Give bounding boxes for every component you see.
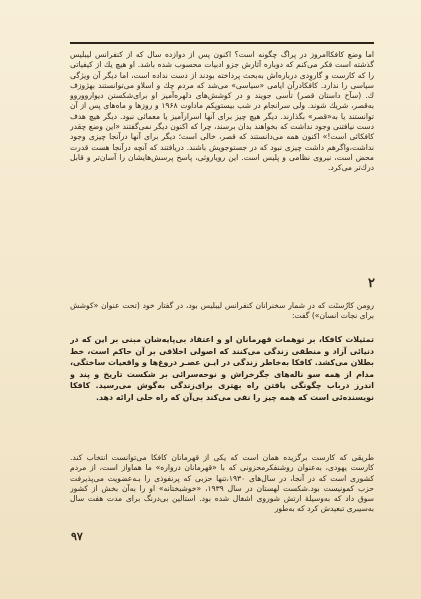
- top-rule: [70, 42, 374, 44]
- page-number: ۹۷: [71, 530, 83, 543]
- paragraph-1-text: اما وضع کافکاامروز در پراگ چگونه است؟ اکنون پس از دوازده سال که از کنفرانس لیبلیس گذشته است فکر می‌کنم که دوباره آثارش جزو ادبیات محسوب شده باشد. او هیچ یك از کیفیاتی را که کارست و گاروِدی درباره‌اش به‌بحث پرداخته بودند از دست نداده است، اما دیگر آن ویژگی سیاسی را ندارد. کافکادرآن ایامی «سیاسی» می‌شد که مردم چك و اسلاو می‌توانستند بهژوزف ك. (سآح داستان قصر) تأسی جویند و در کوشش‌های دلهره‌آمیز او برای‌شکستن دیوارووروو به‌قصر، شریك شوند. ولی سرانجام در شب بیستوپکم ماداوت ۱۹۶۸ و روزها و ماه‌های پس از آن توانستند یا به«قصر» بگذارند. دیگر هیچ چیز برای آنها اسرارآمیز یا معمائی نبود. دیگر هیچ هدف دست نیافتنی وجود نداشت که بخواهند بدان برسند، چرا که اکنون دیگر نمی‌گفتند «این وضع چقدر کافکائی است!» اکنون همه می‌دانستند که قصر، خالی است؛ دیگر برای آنها درآنجا چیزی وجود نداشت،واگرهم داشت چیزی نبود که در جستوجویش باشند. دریافتند که آنچه درآنجا هست قدرت محض است، نیروی نظامی و پلیس است. این رویاروئی، پاسخ پرسش‌هایشان را آسان‌تر و قابل درك‌تر می‌کرد.: [70, 50, 374, 173]
- paragraph-1: [70, 50, 374, 264]
- section-number: ۲: [368, 276, 375, 291]
- paragraph-3: طریقی که کارست برگزیده همان است که یکی از قهرمانان کافکا می‌توانست انتخاب کند. کارست یهودی، به‌عنوان روشنفکرمحزونی که با «قهرمانان درواره» ما هماواز است، از مردم کشوری است که در آنجا، در سال‌های ۱۹۳۰،تنها حزبی که پرنفوذی را بـه‌عضویت می‌پذیرفت حزب کمونیست بود.شکست لهستان در سال ۱۹۳۹، «خوشبختانه» او را به‌آن بخش از کشور سوق داد که به‌وسیلهٔ ارتش شوروی اشغال شده بود. استالین بی‌درنگ برای مدت هفت سال به‌سیبری تبعیدش کرد که به‌طور: [70, 453, 374, 514]
- block-quote: تمثیلات کافکا، بر توهمات قهرمانان او و اعتقاد بی‌پایه‌شان مبنی بر این که در دنیائی آزاد و منطقی زندگی می‌کنند که اصولی اخلاقی بر آن حاکم است، خط بطلان می‌کشد. کافکا به‌خاطر زندگی در ایـن عصـر دروغ‌ها و واقعیات ساختگی، مدام از همه سو ناله‌های جگرخراش و نوحه‌سرائی بر شکست تاریخ و پند و اندرز درباب چگونگی یافتن راه بهتری برای‌زندگی به‌گوش می‌رسید. کافکا نویسنده‌ئی است که همه چیز را نفی می‌کند بی‌آن که راه حلی ارائه دهد.: [70, 335, 374, 402]
- paragraph-2: رومن کارُستَت که در شمار سخنرانان کنفرانس لیبلیس بود، در گفتار خود (تحت عنوان «کوشش برای نجات انسان») گفت:: [70, 301, 374, 321]
